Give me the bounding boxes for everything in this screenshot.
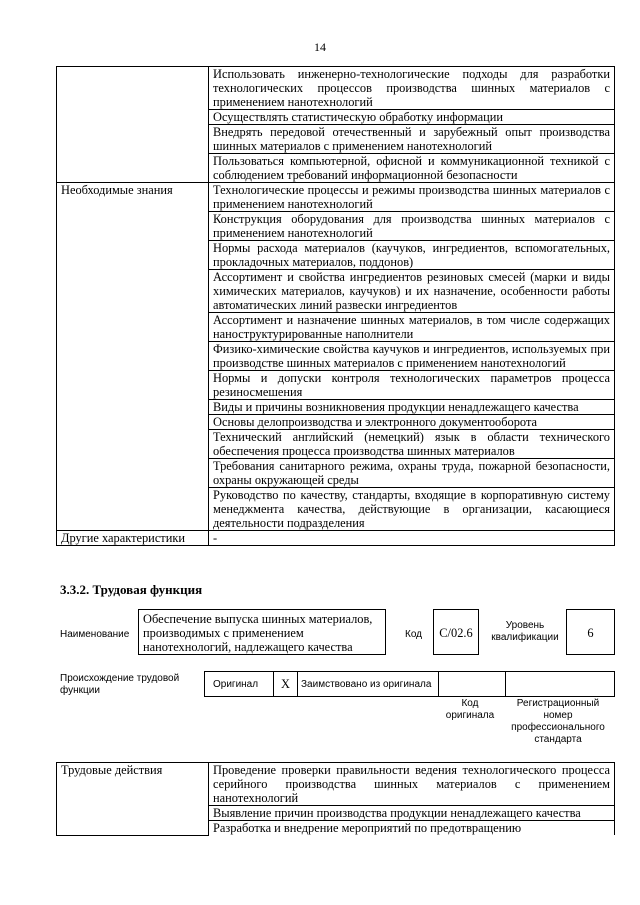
original-mark: X [273,672,298,696]
name-label: Наименование [60,629,130,640]
divider [505,672,506,696]
function-code-field: C/02.6 [433,609,479,655]
table-cell: Конструкция оборудования для производства шинных материалов с применением нанотехнологий [209,212,615,241]
table-cell: Ассортимент и свойства ингредиентов резиновых смесей (марки и виды химических материалов, каучуков) и их назначение, особенности работы автоматических линий развески ингредиентов [209,270,615,313]
table-cell: Пользоваться компьютерной, офисной и коммуникационной техникой с соблюдением требований информационной безопасности [209,154,615,183]
origin-label: Происхождение трудовой функции [60,673,180,696]
skills-knowledge-table [56,66,615,546]
origin-table [204,671,615,697]
table-cell: Технический английский (немецкий) язык в области технического обеспечения процесса производства шинных материалов [209,430,615,459]
divider [438,672,439,696]
table-cell: Руководство по качеству, стандарты, входящие в корпоративную систему менеджмента качества, действующие в организации, касающиеся деятельности подразделения [209,488,615,531]
page-number: 14 [314,40,326,54]
table-cell: Внедрять передовой отечественный и зарубежный опыт производства шинных материалов с применением нанотехнологий [209,125,615,154]
function-name-field: Обеспечение выпуска шинных материалов, производимых с применением нанотехнологий, надлежащего качества [138,609,386,655]
labor-actions-table [56,762,615,836]
table-cell: Требования санитарного режима, охраны труда, пожарной безопасности, охраны окружающей среды [209,459,615,488]
table-cell: Использовать инженерно-технологические подходы для разработки технологических процессов производства шинных материалов с применением нанотехнологий [209,67,615,110]
table-cell: Разработка и внедрение мероприятий по предотвращению [209,821,615,836]
section-title: 3.3.2. Трудовая функция [60,582,203,597]
original-label: Оригинал [213,679,259,690]
table-cell: Нормы расхода материалов (каучуков, ингредиентов, вспомогательных, прокладочных материалов, поддонов) [209,241,615,270]
code-original-caption: Код оригинала [445,698,495,721]
table-cell: Физико-химические свойства каучуков и ингредиентов, используемых при производстве шинных материалов с применением нанотехнологий [209,342,615,371]
row-label-other: Другие характеристики [57,531,209,546]
table-cell: Виды и причины возникновения продукции ненадлежащего качества [209,400,615,415]
table-cell: Выявление причин производства продукции ненадлежащего качества [209,806,615,821]
table-cell: Нормы и допуски контроля технологических параметров процесса резиносмешения [209,371,615,400]
table-cell: Основы делопроизводства и электронного документооборота [209,415,615,430]
row-label-actions: Трудовые действия [57,763,209,836]
reg-number-caption: Регистрационный номер профессионального стандарта [511,698,605,745]
code-label: Код [405,629,423,640]
table-cell: - [209,531,615,546]
row-label-knowledge: Необходимые знания [57,183,209,531]
table-cell: Осуществлять статистическую обработку информации [209,110,615,125]
table-cell: Технологические процессы и режимы производства шинных материалов с применением нанотехнологий [209,183,615,212]
level-field: 6 [566,609,615,655]
level-label: Уровень квалификации [491,620,559,643]
borrowed-label: Заимствовано из оригинала [301,679,432,690]
table-cell: Проведение проверки правильности ведения технологического процесса серийного производства шинных материалов с применением нанотехнологий [209,763,615,806]
table-cell: Ассортимент и назначение шинных материалов, в том числе содержащих наноструктурированные наполнители [209,313,615,342]
row-label [57,67,209,183]
